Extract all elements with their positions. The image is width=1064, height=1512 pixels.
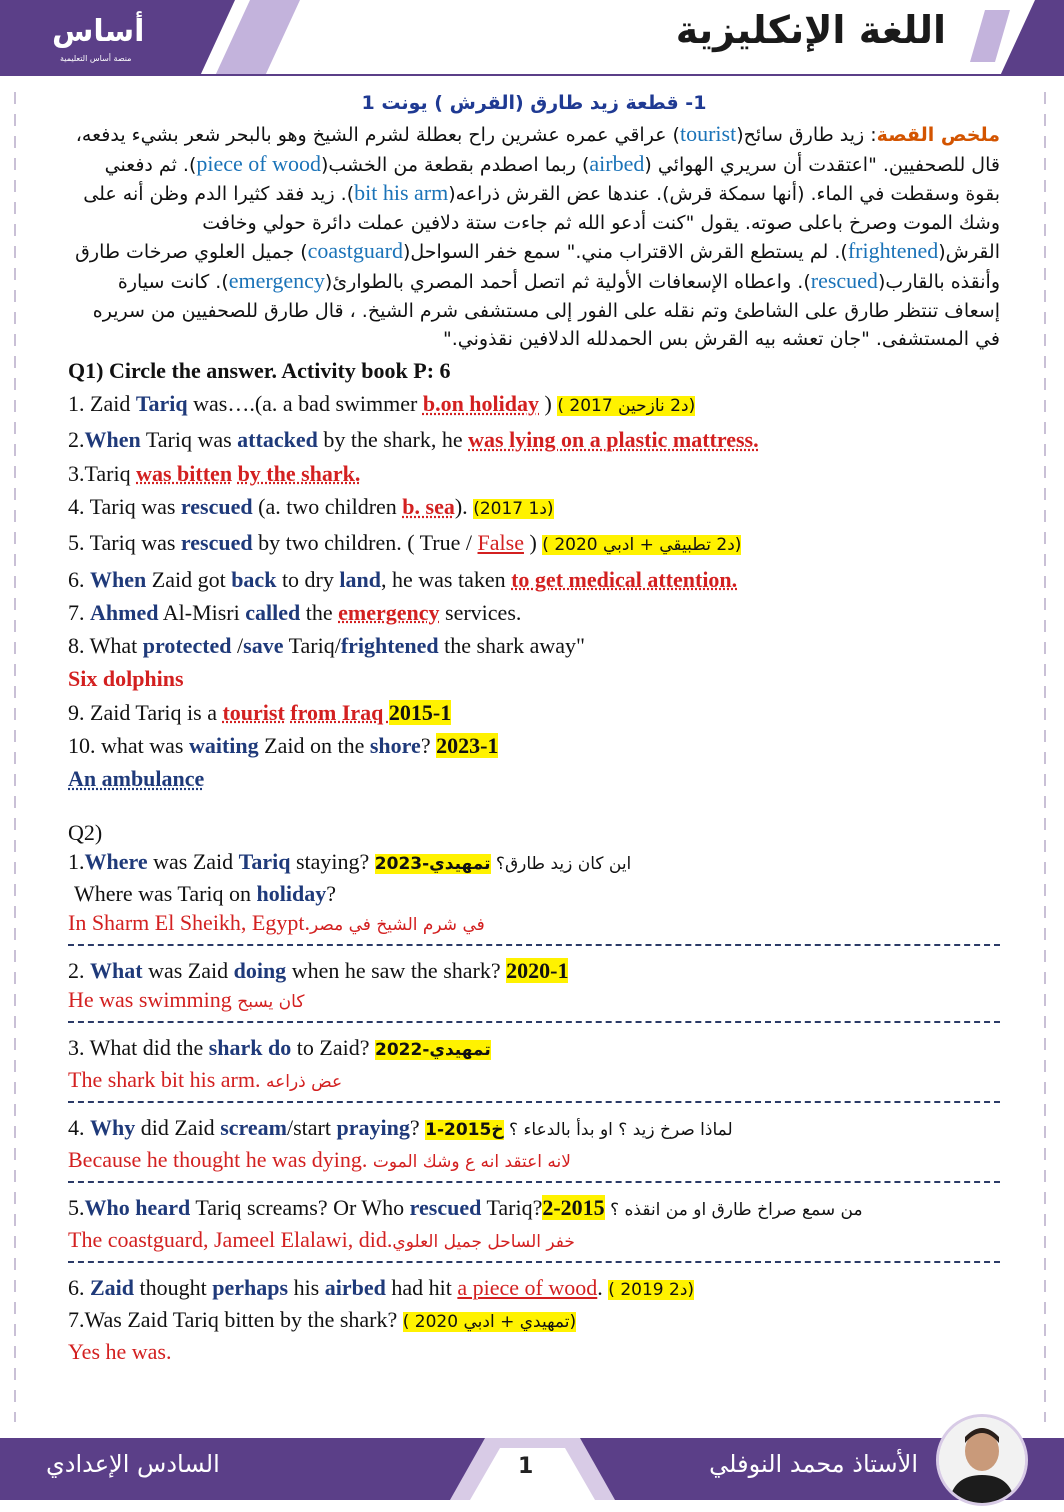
q1-item-3: 3.Tariq was bitten by the shark. bbox=[68, 460, 361, 486]
keyword-airbed: airbed bbox=[589, 150, 645, 176]
summary-text: ). زيد فقد كثيرا الدم وظن أنه على وشك الموت وصرخ باعلى صوته. يقول "كنت أدعو الله ثم جاءت ستة دلافين عملت دائرة حولي وخافت القرش( bbox=[83, 183, 1000, 264]
keyword-frightened: frightened bbox=[847, 238, 939, 264]
q2-answer-4: Because he thought he was dying. لانه اعتقد انه ع وشك الموت bbox=[68, 1146, 571, 1172]
divider bbox=[68, 944, 1000, 946]
page-header bbox=[0, 0, 1064, 76]
q2-question-1b: Where was Tariq on holiday? bbox=[74, 880, 337, 906]
answer: emergency bbox=[338, 599, 440, 625]
summary-text: : زيد طارق سائح( bbox=[736, 124, 877, 146]
logo-subtitle: منصة أساس التعليمية bbox=[60, 54, 132, 63]
q1-item-7: 7. Ahmed Al-Misri called the emergency services. bbox=[68, 599, 522, 625]
logo bbox=[52, 10, 160, 68]
exam-tag: ( تمهيدي + ادبي 2020) bbox=[402, 1311, 577, 1332]
q1-item-10: 10. what was waiting Zaid on the shore? 2023-1 bbox=[68, 733, 499, 759]
exam-tag: خ2015-1 bbox=[425, 1119, 504, 1140]
teacher-avatar bbox=[936, 1414, 1028, 1506]
q1-item-2: 2.When Tariq was attacked by the shark, he was lying on a plastic mattress. bbox=[68, 427, 759, 453]
answer: from Iraq bbox=[290, 699, 389, 725]
summary-text: ) عراقي عمره عشرين راح بعطلة لشرم الشيخ وهو بالبحر شعر بشيء يدفعه، قال للصحفيين. "اعتقدت أن سريري الهوائي ( bbox=[75, 124, 1000, 176]
exam-tag: (د1 2017) bbox=[473, 498, 554, 519]
exam-tag: 2015-1 bbox=[388, 699, 452, 725]
keyword-arm: bit his arm bbox=[354, 180, 449, 206]
keyword-emergency: emergency bbox=[228, 267, 325, 293]
answer: b.on holiday bbox=[422, 391, 539, 417]
page-number: 1 bbox=[518, 1454, 534, 1479]
divider bbox=[68, 1181, 1000, 1183]
summary-text: ). كانت سيارة إسعاف تنتظر طارق على الشاطئ وتم نقله على الفور إلى مستشفى شرم الشيخ. ، قال طارق للصحفيين من سريره في المستشفى. "جان تعشه بيه القرش بس الحمدلله الدلافين نقذوني." bbox=[92, 270, 1000, 351]
keyword-rescued: rescued bbox=[810, 267, 878, 293]
q2-heading: Q2) bbox=[68, 819, 103, 845]
keyword-tourist: tourist bbox=[679, 121, 737, 146]
q1-item-1: 1. Zaid Tariq was….(a. a bad swimmer b.on holiday ) ( د2 نازحين 2017) bbox=[68, 391, 696, 417]
right-border-line bbox=[1044, 92, 1046, 1422]
exam-tag: تمهيدي-2023 bbox=[374, 853, 491, 874]
q2-answer-5: The coastguard, Jameel Elalawi, did.خفر الساحل جميل العلوي bbox=[68, 1226, 575, 1252]
q1-item-10-answer: An ambulance bbox=[68, 766, 205, 792]
summary-text: ) جميل العلوي صرخات طارق وأنقذه بالقارب( bbox=[75, 241, 1000, 293]
exam-tag: 2020-1 bbox=[506, 957, 569, 983]
logo-text: أساس bbox=[52, 14, 145, 49]
q2-question-3: 3. What did the shark do to Zaid? تمهيدي-2022 bbox=[68, 1034, 491, 1060]
exam-tag: ( د2 تطبيقي + ادبي 2020) bbox=[542, 535, 742, 556]
exam-tag: ( د2 2019) bbox=[608, 1279, 695, 1300]
answer: a piece of wood bbox=[457, 1274, 598, 1300]
summary-text: ) ربما اصطدم بقطعة من الخشب( bbox=[320, 153, 590, 176]
teacher-name: الأستاذ محمد النوفلي bbox=[709, 1450, 918, 1478]
q2-answer-1: In Sharm El Sheikh, Egypt.في شرم الشيخ في مصر bbox=[68, 909, 485, 935]
keyword-coastguard: coastguard bbox=[307, 238, 403, 264]
q2-answer-2: He was swimming كان يسبح bbox=[68, 986, 305, 1012]
q2-question-5: 5.Who heard Tariq screams? Or Who rescued Tariq?2-2015 من سمع صراخ طارق او من انقذه ؟ bbox=[68, 1194, 863, 1220]
q1-item-6: 6. When Zaid got back to dry land, he was taken to get medical attention. bbox=[68, 566, 738, 592]
q2-question-6: 6. Zaid thought perhaps his airbed had hit a piece of wood. ( د2 2019) bbox=[68, 1274, 695, 1300]
worksheet-content bbox=[68, 92, 1000, 1366]
q2-question-7: 7.Was Zaid Tariq bitten by the shark? ( تمهيدي + ادبي 2020) bbox=[68, 1306, 577, 1332]
q2-question-1: 1.Where was Zaid Tariq staying? اين كان زيد طارق؟ تمهيدي-2023 bbox=[68, 848, 632, 874]
person-icon bbox=[939, 1417, 1025, 1503]
answer: False bbox=[477, 530, 524, 556]
q1-item-8-answer: Six dolphins bbox=[68, 666, 184, 692]
answer: was bitten bbox=[136, 460, 233, 486]
q2-answer-7: Yes he was. bbox=[68, 1338, 172, 1364]
q1-item-4: 4. Tariq was rescued (a. two children b. sea). (د1 2017) bbox=[68, 493, 554, 519]
q1-heading: Q1) Circle the answer. Activity book P: 6 bbox=[68, 357, 451, 383]
keyword-wood: piece of wood bbox=[196, 150, 321, 176]
left-border-line bbox=[14, 92, 16, 1422]
divider bbox=[68, 1261, 1000, 1263]
q1-item-8: 8. What protected /save Tariq/frightened the shark away" bbox=[68, 633, 586, 659]
divider bbox=[68, 1101, 1000, 1103]
answer: by the shark. bbox=[237, 460, 361, 486]
answer: to get medical attention. bbox=[511, 566, 738, 592]
exam-tag: ( د2 نازحين 2017) bbox=[557, 396, 696, 417]
grade-label: السادس الإعدادي bbox=[46, 1450, 220, 1478]
exam-tag: 2-2015 bbox=[542, 1194, 605, 1220]
story-summary bbox=[68, 120, 1000, 354]
q2-answer-3: The shark bit his arm. عض ذراعه bbox=[68, 1066, 343, 1092]
summary-text: ). لم يستطع القرش الاقتراب مني." سمع خفر السواحل( bbox=[402, 241, 848, 264]
page-title: اللغة الإنكليزية bbox=[675, 8, 946, 52]
q2-question-4: 4. Why did Zaid scream/start praying? لماذا صرخ زيد ؟ او بدأ بالدعاء ؟ خ2015-1 bbox=[68, 1114, 733, 1140]
summary-text: ). واعطاه الإسعافات الأولية ثم اتصل أحمد المصري بالطوارئ( bbox=[324, 270, 811, 293]
q1-item-9: 9. Zaid Tariq is a tourist from Iraq 2015-1 bbox=[68, 699, 452, 725]
story-title: 1- قطعة زيد طارق (القرش ) يونت 1 bbox=[361, 92, 707, 114]
divider bbox=[68, 1021, 1000, 1023]
summary-label: ملخص القصة bbox=[876, 124, 1000, 146]
q1-item-5: 5. Tariq was rescued by two children. ( True / False ) ( د2 تطبيقي + ادبي 2020) bbox=[68, 530, 742, 556]
answer: was lying on a plastic mattress. bbox=[468, 427, 759, 453]
exam-tag: 2023-1 bbox=[436, 733, 499, 759]
page-footer bbox=[0, 1436, 1064, 1512]
answer: tourist bbox=[222, 699, 285, 725]
q2-question-2: 2. What was Zaid doing when he saw the shark? 2020-1 bbox=[68, 957, 569, 983]
answer: b. sea bbox=[402, 493, 455, 519]
summary-text: ). ثم دفعني بقوة وسقطت في الماء. (أنها سمكة قرش). عندها عض القرش ذراعه( bbox=[104, 153, 1000, 206]
exam-tag: تمهيدي-2022 bbox=[374, 1039, 491, 1060]
